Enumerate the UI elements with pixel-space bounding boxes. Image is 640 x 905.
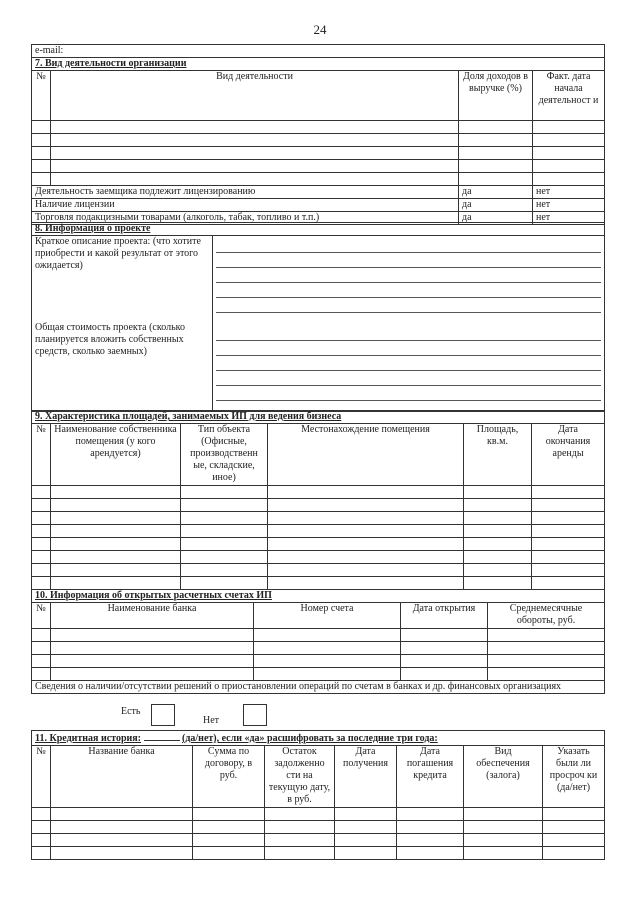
table-row — [32, 551, 605, 564]
table-row — [32, 847, 605, 860]
section-9-title: 9. Характеристика площадей, занимаемых ИП для ведения бизнеса — [32, 411, 605, 424]
table-row — [32, 147, 605, 160]
col-bank: Наименование банка — [51, 603, 254, 629]
no-label: Нет — [203, 715, 220, 726]
col-debt-rest: Остаток задолженно сти на текущую дату, в руб. — [265, 746, 335, 808]
table-row — [32, 564, 605, 577]
col-bank-name: Название банка — [51, 746, 193, 808]
table-row — [32, 538, 605, 551]
section-11-table — [31, 730, 605, 860]
col-area: Площадь, кв.м. — [464, 424, 532, 486]
col-num: № — [32, 424, 51, 486]
section-7-title: 7. Вид деятельности организации — [32, 58, 605, 71]
table-row — [32, 512, 605, 525]
table-row — [32, 486, 605, 499]
project-cost-label: Общая стоимость проекта (сколько планируется вложить собственных средств, сколько заемных) — [32, 322, 213, 412]
table-row — [32, 834, 605, 847]
project-brief-label: Краткое описание проекта: (что хотите приобрести и какой результат от этого ожидается) — [32, 236, 213, 322]
license-label: Наличие лицензии — [32, 199, 459, 212]
suspension-text: Сведения о наличии/отсутствии решений о приостановлении операций по счетам в банках и др. финансовых организациях — [32, 681, 605, 694]
col-contract-sum: Сумма по договору, в руб. — [193, 746, 265, 808]
project-cost-lines[interactable] — [213, 322, 605, 412]
table-row — [32, 655, 605, 668]
section-8-table — [31, 222, 605, 412]
col-received-date: Дата получения — [335, 746, 397, 808]
yes-checkbox[interactable] — [151, 704, 175, 726]
col-num: № — [32, 71, 51, 121]
col-activity: Вид деятельности — [51, 71, 459, 121]
col-location: Местонахождение помещения — [268, 424, 464, 486]
col-open-date: Дата открытия — [401, 603, 488, 629]
license-row — [32, 186, 605, 199]
no-checkbox[interactable] — [243, 704, 267, 726]
table-row — [32, 173, 605, 186]
no-option[interactable]: нет — [533, 212, 605, 225]
project-brief-lines[interactable] — [213, 236, 605, 322]
no-option[interactable]: нет — [533, 199, 605, 212]
col-owner: Наименование собственника помещения (у кого арендуется) — [51, 424, 181, 486]
col-repay-date: Дата погашения кредита — [397, 746, 464, 808]
table-row — [32, 499, 605, 512]
col-start-date: Факт. дата начала деятельност и — [533, 71, 605, 121]
section-10-table — [31, 589, 605, 694]
credit-history-answer[interactable] — [144, 731, 180, 741]
col-object-type: Тип объекта (Офисные, производственн ые, складские, иное) — [181, 424, 268, 486]
table-row — [32, 525, 605, 538]
table-row — [32, 668, 605, 681]
section-7-table — [31, 44, 605, 225]
col-overdue: Указать были ли просроч ки (да/нет) — [543, 746, 605, 808]
table-row — [32, 642, 605, 655]
table-row — [32, 629, 605, 642]
suspension-choice — [31, 704, 271, 726]
license-label: Торговля подакцизными товарами (алкоголь, табак, топливо и т.п.) — [32, 212, 459, 225]
section-11-header — [32, 731, 605, 746]
col-num: № — [32, 603, 51, 629]
col-share: Доля доходов в выручке (%) — [459, 71, 533, 121]
table-row — [32, 121, 605, 134]
col-num: № — [32, 746, 51, 808]
license-label: Деятельность заемщика подлежит лицензированию — [32, 186, 459, 199]
col-lease-end: Дата окончания аренды — [532, 424, 605, 486]
table-row — [32, 808, 605, 821]
yes-option[interactable]: да — [459, 186, 533, 199]
email-label: e-mail: — [32, 45, 605, 58]
col-turnover: Среднемесячные обороты, руб. — [488, 603, 605, 629]
yes-option[interactable]: да — [459, 212, 533, 225]
yes-label: Есть — [121, 706, 141, 717]
section-11-title-tail: (да/нет), если «да» расшифровать за последние три года: — [182, 733, 438, 744]
table-row — [32, 160, 605, 173]
section-11-title: 11. Кредитная история: — [35, 733, 142, 744]
no-option[interactable]: нет — [533, 186, 605, 199]
table-row — [32, 577, 605, 590]
section-9-table — [31, 410, 605, 590]
page-number: 24 — [313, 22, 327, 37]
section-8-title: 8. Информация о проекте — [32, 223, 605, 236]
section-10-title: 10. Информация об открытых расчетных счетах ИП — [32, 590, 605, 603]
yes-option[interactable]: да — [459, 199, 533, 212]
col-account: Номер счета — [254, 603, 401, 629]
license-row — [32, 199, 605, 212]
table-row — [32, 134, 605, 147]
col-collateral: Вид обеспечения (залога) — [464, 746, 543, 808]
table-row — [32, 821, 605, 834]
